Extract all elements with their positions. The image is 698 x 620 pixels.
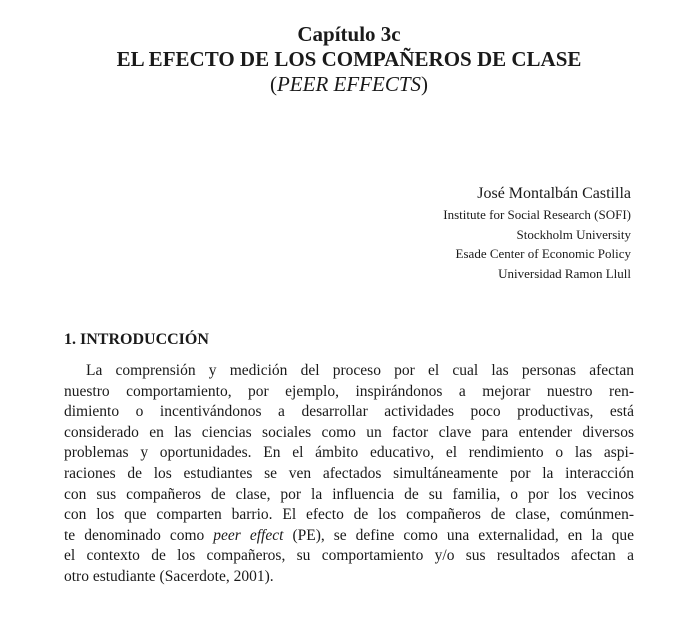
subtitle-italic-text: PEER EFFECTS bbox=[276, 72, 422, 96]
affiliation-line: Institute for Social Research (SOFI) bbox=[443, 207, 631, 222]
chapter-subtitle bbox=[0, 72, 698, 97]
section-heading: 1. INTRODUCCIÓN bbox=[64, 331, 209, 348]
body-paragraph bbox=[64, 361, 634, 588]
paragraph-line: el contexto de los compañeros, su comportamiento y/o sus resultados afectan a bbox=[64, 547, 634, 565]
chapter-label: Capítulo 3c bbox=[297, 22, 401, 46]
paragraph-line: nuestro comportamiento, por ejemplo, inspirándonos a mejorar nuestro ren- bbox=[64, 382, 634, 400]
paragraph-line: con los que comparten barrio. El efecto de los compañeros de clase, comúnmen- bbox=[64, 506, 634, 524]
paragraph-line: problemas y oportunidades. En el ámbito educativo, el rendimiento o las aspi- bbox=[64, 444, 634, 462]
chapter-title: EL EFECTO DE LOS COMPAÑEROS DE CLASE bbox=[116, 47, 582, 71]
affiliation-line: Stockholm University bbox=[516, 226, 631, 242]
pe-line-before: te denominado como bbox=[64, 526, 214, 544]
paragraph-line: La comprensión y medición del proceso por el cual las personas afectan bbox=[86, 362, 634, 379]
paragraph-line: con sus compañeros de clase, por la influencia de su familia, o por los vecinos bbox=[64, 485, 634, 503]
paragraph-line: otro estudiante (Sacerdote, 2001). bbox=[64, 567, 274, 585]
subtitle-open-paren: ( bbox=[269, 72, 277, 96]
pe-line-after: (PE), se define como una externalidad, en la que bbox=[283, 526, 634, 544]
paragraph-line: dimiento o incentivándonos a desarrollar actividades poco productivas, está bbox=[64, 403, 634, 421]
paragraph-line: considerado en las ciencias sociales como un factor clave para entender diversos bbox=[64, 423, 634, 441]
author-block bbox=[443, 184, 631, 283]
paragraph-line: raciones de los estudiantes se ven afectados simultáneamente por la interacción bbox=[64, 464, 634, 482]
subtitle-close-paren: ) bbox=[421, 72, 429, 96]
affiliation-line: Esade Center of Economic Policy bbox=[455, 246, 631, 261]
paragraph-line-peer-effect bbox=[64, 526, 634, 547]
affiliation-line: Universidad Ramon Llull bbox=[498, 265, 631, 281]
author-name: José Montalbán Castilla bbox=[477, 185, 631, 202]
chapter-header bbox=[0, 22, 698, 97]
peer-effect-term: peer effect bbox=[213, 526, 284, 544]
